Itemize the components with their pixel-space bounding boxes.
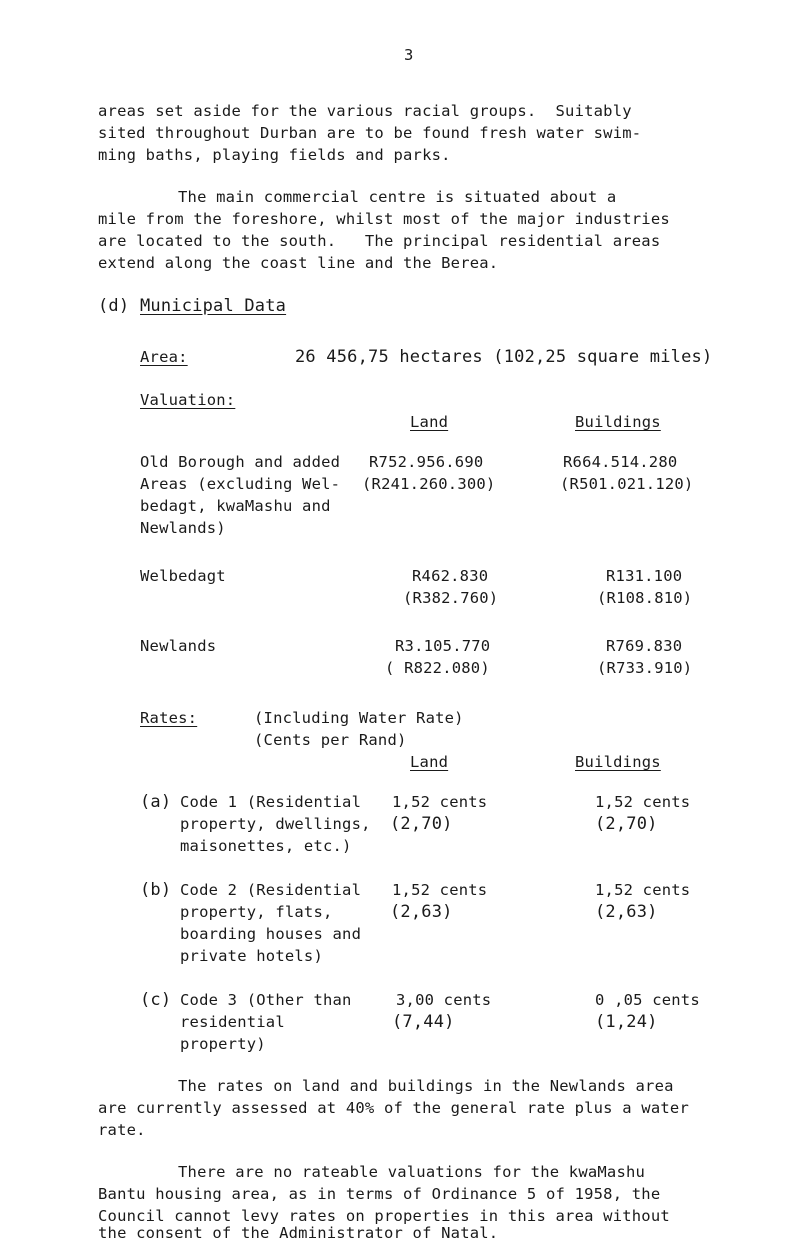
valuation-land-value: (R241.260.300) (362, 475, 496, 493)
rate-buildings-value: 1,52 cents (595, 793, 691, 811)
newlands-line-3: rate. (98, 1121, 146, 1139)
rate-land-value: (2,63) (390, 902, 453, 922)
rate-code-label: (c) (140, 990, 172, 1010)
valuation-row-name: Old Borough and added (140, 453, 341, 471)
rate-code-label: (b) (140, 880, 172, 900)
kwamashu-line-2: Bantu housing area, as in terms of Ordinance 5 of 1958, the (98, 1185, 661, 1203)
rate-desc: Code 1 (Residential (180, 793, 362, 811)
valuation-land-value: ( R822.080) (385, 659, 490, 677)
valuation-row-name: Welbedagt (140, 567, 226, 585)
valuation-buildings-value: (R733.910) (597, 659, 693, 677)
valuation-buildings-value: R131.100 (606, 567, 683, 585)
rate-land-value: (2,70) (390, 814, 453, 834)
valuation-land-value: R752.956.690 (369, 453, 484, 471)
valuation-row-name: Newlands (140, 637, 217, 655)
rate-desc: Code 3 (Other than (180, 991, 352, 1009)
valuation-buildings-value: (R501.021.120) (560, 475, 694, 493)
commercial-line-4: extend along the coast line and the Berea. (98, 254, 499, 272)
commercial-line-2: mile from the foreshore, whilst most of the major industries (98, 210, 670, 228)
valuation-row-name: Newlands) (140, 519, 226, 537)
rate-desc: maisonettes, etc.) (180, 837, 352, 855)
commercial-line-3: are located to the south. The principal residential areas (98, 232, 661, 250)
rate-desc: residential (180, 1013, 285, 1031)
rate-desc: property, flats, (180, 903, 333, 921)
valuation-row-name: bedagt, kwaMashu and (140, 497, 331, 515)
rate-buildings-value: 0 ,05 cents (595, 991, 700, 1009)
area-label: Area: (140, 348, 188, 366)
valuation-buildings-value: R664.514.280 (563, 453, 678, 471)
newlands-line-1: The rates on land and buildings in the Newlands area (178, 1077, 674, 1095)
intro-line-1: areas set aside for the various racial groups. Suitably (98, 102, 632, 120)
rates-col-land: Land (410, 753, 449, 771)
rates-col-buildings: Buildings (575, 753, 661, 771)
rate-buildings-value: (1,24) (595, 1012, 658, 1032)
rate-land-value: 1,52 cents (392, 881, 488, 899)
rate-desc: Code 2 (Residential (180, 881, 362, 899)
rate-buildings-value: (2,63) (595, 902, 658, 922)
rate-desc: boarding houses and (180, 925, 362, 943)
rate-desc: property, dwellings, (180, 815, 371, 833)
commercial-line-1: The main commercial centre is situated about a (178, 188, 617, 206)
valuation-land-value: R462.830 (412, 567, 489, 585)
kwamashu-line-4: the consent of the Administrator of Natal. (98, 1224, 499, 1242)
valuation-buildings-value: R769.830 (606, 637, 683, 655)
section-label: (d) (98, 296, 130, 316)
rate-desc: private hotels) (180, 947, 323, 965)
rate-buildings-value: 1,52 cents (595, 881, 691, 899)
newlands-line-2: are currently assessed at 40% of the general rate plus a water (98, 1099, 689, 1117)
rate-desc: property) (180, 1035, 266, 1053)
valuation-buildings-value: (R108.810) (597, 589, 693, 607)
valuation-col-land: Land (410, 413, 449, 431)
area-value: 26 456,75 hectares (102,25 square miles) (295, 347, 713, 367)
rate-land-value: 3,00 cents (396, 991, 492, 1009)
page-number: 3 (404, 46, 414, 64)
rate-code-label: (a) (140, 792, 172, 812)
kwamashu-line-3: Council cannot levy rates on properties in this area without (98, 1207, 670, 1225)
intro-line-3: ming baths, playing fields and parks. (98, 146, 451, 164)
rate-buildings-value: (2,70) (595, 814, 658, 834)
intro-line-2: sited throughout Durban are to be found fresh water swim- (98, 124, 642, 142)
valuation-label: Valuation: (140, 391, 236, 409)
valuation-col-buildings: Buildings (575, 413, 661, 431)
valuation-land-value: (R382.760) (403, 589, 499, 607)
valuation-land-value: R3.105.770 (395, 637, 491, 655)
rates-label: Rates: (140, 709, 198, 727)
rate-land-value: 1,52 cents (392, 793, 488, 811)
kwamashu-line-1: There are no rateable valuations for the kwaMashu (178, 1163, 646, 1181)
valuation-row-name: Areas (excluding Wel- (140, 475, 341, 493)
section-title: Municipal Data (140, 296, 287, 316)
rates-note: (Cents per Rand) (254, 731, 407, 749)
rate-land-value: (7,44) (392, 1012, 455, 1032)
rates-note: (Including Water Rate) (254, 709, 464, 727)
